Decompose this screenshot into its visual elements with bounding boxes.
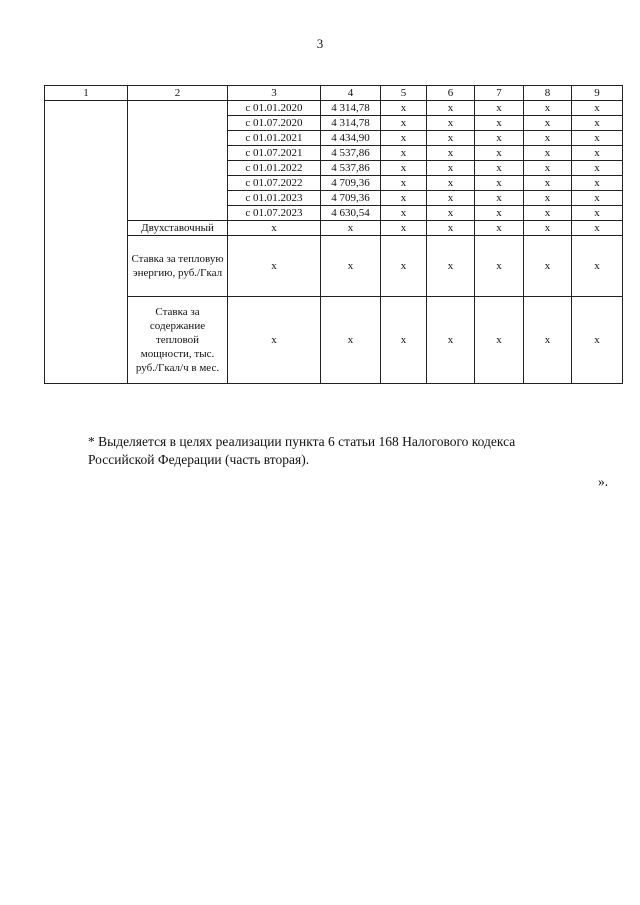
x-cell: х: [381, 191, 427, 206]
x-cell: х: [475, 221, 524, 236]
table-row: [45, 101, 623, 116]
x-cell: х: [524, 206, 572, 221]
x-cell: х: [524, 297, 572, 384]
x-cell: х: [381, 101, 427, 116]
x-cell: х: [524, 191, 572, 206]
x-cell: х: [524, 131, 572, 146]
x-cell: х: [524, 146, 572, 161]
x-cell: х: [381, 176, 427, 191]
x-cell: х: [381, 116, 427, 131]
value-cell: 4 314,78: [321, 116, 381, 131]
x-cell: х: [427, 191, 475, 206]
date-cell: с 01.07.2020: [228, 116, 321, 131]
x-cell: х: [524, 221, 572, 236]
x-cell: х: [475, 146, 524, 161]
x-cell: х: [427, 206, 475, 221]
header-cell-8: 8: [524, 86, 572, 101]
x-cell: х: [572, 236, 623, 297]
x-cell: х: [381, 206, 427, 221]
x-cell: х: [475, 191, 524, 206]
x-cell: х: [427, 101, 475, 116]
value-cell: 4 537,86: [321, 161, 381, 176]
value-cell: 4 537,86: [321, 146, 381, 161]
x-cell: х: [475, 206, 524, 221]
x-cell: х: [572, 161, 623, 176]
x-cell: х: [427, 221, 475, 236]
header-cell-9: 9: [572, 86, 623, 101]
x-cell: х: [572, 191, 623, 206]
capacity-rate-label: Ставка за содержание тепловой мощности, тыс. руб./Гкал/ч в мес.: [128, 297, 228, 384]
x-cell: х: [321, 297, 381, 384]
capacity-rate-row: [45, 297, 623, 384]
x-cell: х: [427, 116, 475, 131]
footnote-line-2: Российской Федерации (часть вторая).: [88, 452, 310, 467]
footnote-line-1: * Выделяется в целях реализации пункта 6 статьи 168 Налогового кодекса: [88, 434, 516, 449]
x-cell: х: [427, 131, 475, 146]
date-cell: с 01.07.2022: [228, 176, 321, 191]
x-cell: х: [572, 206, 623, 221]
date-cell: с 01.07.2021: [228, 146, 321, 161]
x-cell: х: [381, 146, 427, 161]
x-cell: х: [524, 161, 572, 176]
closing-quote: ».: [598, 474, 609, 489]
x-cell: х: [427, 297, 475, 384]
date-cell: с 01.07.2023: [228, 206, 321, 221]
value-cell: 4 630,54: [321, 206, 381, 221]
header-cell-3: 3: [228, 86, 321, 101]
two-part-tariff-row: [45, 221, 623, 236]
two-part-tariff-label: Двухставочный: [128, 221, 228, 236]
header-cell-6: 6: [427, 86, 475, 101]
x-cell: х: [572, 146, 623, 161]
heat-energy-rate-row: [45, 236, 623, 297]
date-cell: с 01.01.2023: [228, 191, 321, 206]
x-cell: х: [475, 236, 524, 297]
column-2-merged-cell: [128, 101, 228, 221]
date-cell: с 01.01.2021: [228, 131, 321, 146]
x-cell: х: [381, 236, 427, 297]
tariff-table: [44, 85, 623, 384]
value-cell: 4 434,90: [321, 131, 381, 146]
x-cell: х: [572, 116, 623, 131]
x-cell: х: [427, 176, 475, 191]
x-cell: х: [321, 236, 381, 297]
x-cell: х: [381, 161, 427, 176]
x-cell: х: [427, 146, 475, 161]
x-cell: х: [381, 131, 427, 146]
x-cell: х: [524, 236, 572, 297]
x-cell: х: [321, 221, 381, 236]
x-cell: х: [475, 297, 524, 384]
x-cell: х: [475, 101, 524, 116]
header-cell-4: 4: [321, 86, 381, 101]
header-cell-1: 1: [45, 86, 128, 101]
header-cell-2: 2: [128, 86, 228, 101]
x-cell: х: [572, 176, 623, 191]
x-cell: х: [572, 221, 623, 236]
value-cell: 4 709,36: [321, 191, 381, 206]
x-cell: х: [475, 176, 524, 191]
x-cell: х: [427, 236, 475, 297]
x-cell: х: [475, 116, 524, 131]
x-cell: х: [572, 131, 623, 146]
x-cell: х: [524, 101, 572, 116]
x-cell: х: [572, 101, 623, 116]
heat-energy-rate-label: Ставка за тепловую энергию, руб./Гкал: [128, 236, 228, 297]
column-1-merged-cell: [45, 101, 128, 384]
header-cell-5: 5: [381, 86, 427, 101]
x-cell: х: [524, 176, 572, 191]
value-cell: 4 709,36: [321, 176, 381, 191]
page-number: 3: [316, 36, 324, 51]
x-cell: х: [381, 221, 427, 236]
x-cell: х: [572, 297, 623, 384]
x-cell: х: [475, 161, 524, 176]
x-cell: х: [228, 297, 321, 384]
header-cell-7: 7: [475, 86, 524, 101]
x-cell: х: [427, 161, 475, 176]
x-cell: х: [228, 236, 321, 297]
x-cell: х: [475, 131, 524, 146]
x-cell: х: [524, 116, 572, 131]
date-cell: с 01.01.2022: [228, 161, 321, 176]
date-cell: с 01.01.2020: [228, 101, 321, 116]
header-row: [45, 86, 623, 101]
x-cell: х: [381, 297, 427, 384]
x-cell: х: [228, 221, 321, 236]
value-cell: 4 314,78: [321, 101, 381, 116]
